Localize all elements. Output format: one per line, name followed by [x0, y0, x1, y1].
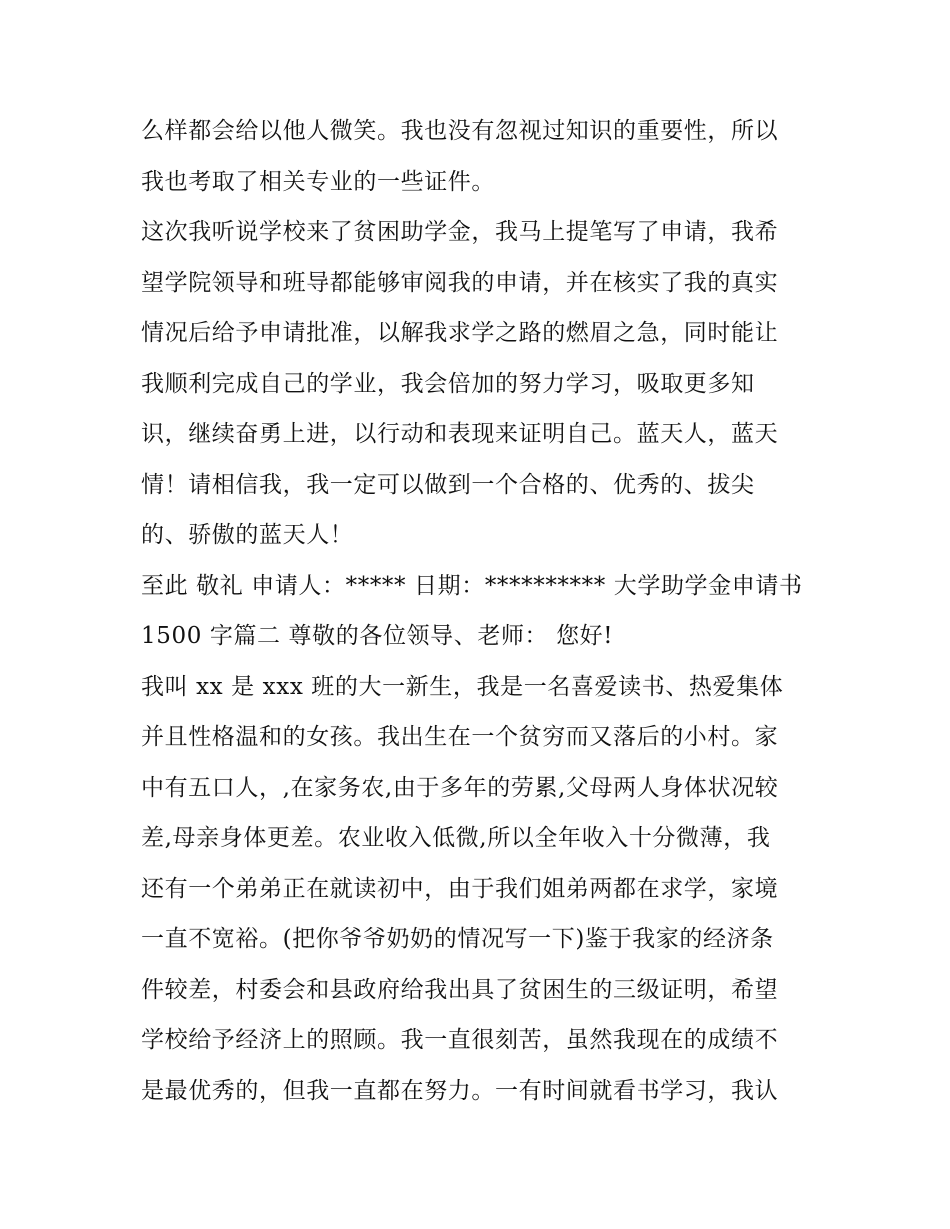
text-line: 还有一个弟弟正在就读初中，由于我们姐弟两都在求学，家境: [141, 875, 779, 902]
text-line: 是最优秀的，但我一直都在努力。一有时间就看书学习，我认: [141, 1077, 779, 1104]
text-line: 一直不宽裕。(把你爷爷奶奶的情况写一下)鉴于我家的经济条: [141, 926, 774, 952]
text-line: 学校给予经济上的照顾。我一直很刻苦，虽然我现在的成绩不: [141, 1027, 779, 1053]
text-line: 件较差，村委会和县政府给我出具了贫困生的三级证明，希望: [141, 976, 779, 1003]
text-line: 我顺利完成自己的学业，我会倍加的努力学习，吸取更多知: [141, 370, 755, 397]
text-line: 1500 字篇二 尊敬的各位领导、老师： 您好!: [141, 623, 614, 649]
text-line: 情！请相信我，我一定可以做到一个合格的、优秀的、拔尖: [141, 471, 755, 498]
text-line: 么样都会给以他人微笑。我也没有忽视过知识的重要性，所以: [141, 118, 779, 144]
document-body: [141, 106, 821, 1116]
text-line: 情况后给予申请批准，以解我求学之路的燃眉之急，同时能让: [141, 320, 779, 346]
text-line: 并且性格温和的女孩。我出生在一个贫穷而又落后的小村。家: [141, 724, 779, 750]
text-line: 识，继续奋勇上进，以行动和表现来证明自己。蓝天人，蓝天: [141, 421, 779, 447]
text-line: 的、骄傲的蓝天人！: [141, 522, 354, 548]
text-line: 这次我听说学校来了贫困助学金，我马上提笔写了申请，我希: [141, 219, 779, 245]
text-line: 我叫 xx 是 xxx 班的大一新生，我是一名喜爱读书、热爱集体: [141, 673, 784, 700]
text-line: 望学院领导和班导都能够审阅我的申请，并在核实了我的真实: [141, 269, 779, 296]
text-line: 我也考取了相关专业的一些证件。: [141, 168, 495, 195]
text-line: 中有五口人，,在家务农,由于多年的劳累,父母两人身体状况较: [141, 774, 779, 801]
text-line: 至此 敬礼 申请人：***** 日期：********** 大学助学金申请书: [141, 572, 803, 599]
text-line: 差,母亲身体更差。农业收入低微,所以全年收入十分微薄，我: [141, 825, 771, 851]
